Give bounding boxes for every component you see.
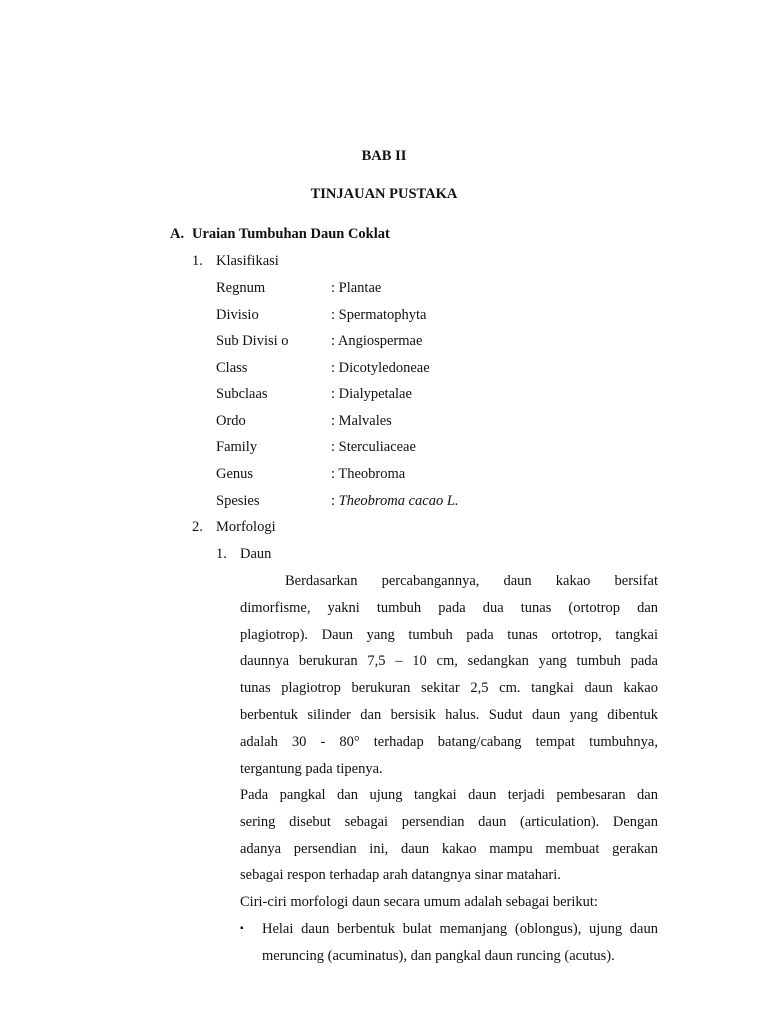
classification-value: : Plantae <box>331 280 382 296</box>
square-bullet-icon: ▪ <box>240 923 244 934</box>
classification-row <box>216 413 676 433</box>
bullet-line: meruncing (acuminatus), dan pangkal daun runcing (acutus). <box>262 947 615 964</box>
paragraph-line: Pada pangkal dan ujung tangkai daun terjadi pembesaran dan <box>240 787 658 803</box>
paragraph-line: adalah 30 - 80° terhadap batang/cabang tempat tumbuhnya, <box>240 733 658 750</box>
classification-row <box>216 360 676 380</box>
paragraph-characteristics-intro <box>240 889 658 916</box>
paragraph-line: dimorfisme, yakni tumbuh pada dua tunas (ortotrop dan <box>240 599 658 616</box>
paragraph-line: berbentuk silinder dan bersisik halus. Sudut daun yang dibentuk <box>240 706 658 723</box>
classification-key: Subclaas <box>216 386 268 402</box>
chapter-title: TINJAUAN PUSTAKA <box>310 186 458 202</box>
paragraph-line: daunnya berukuran 7,5 – 10 cm, sedangkan yang tumbuh pada <box>240 653 658 670</box>
paragraph-line: sebagai respon terhadap arah datangnya sinar matahari. <box>240 867 561 884</box>
classification-row <box>216 386 676 406</box>
classification-value: : Angiospermae <box>331 333 423 349</box>
klasifikasi-heading <box>192 253 279 270</box>
classification-value: : Sterculiaceae <box>331 439 416 455</box>
classification-key: Spesies <box>216 492 260 509</box>
classification-value: : Theobroma <box>331 466 406 482</box>
classification-row <box>216 466 676 486</box>
classification-key: Family <box>216 439 258 455</box>
classification-value: : Dicotyledoneae <box>331 359 430 376</box>
list-number: 1. <box>216 546 227 562</box>
classification-key: Genus <box>216 466 254 482</box>
list-title: Klasifikasi <box>216 253 279 269</box>
paragraph-line: tunas plagiotrop berukuran sekitar 2,5 cm. tangkai daun kakao <box>240 680 658 697</box>
classification-value: : Malvales <box>331 412 392 429</box>
paragraph-line: plagiotrop). Daun yang tumbuh pada tunas ortotrop, tangkai <box>240 626 658 643</box>
paragraph-articulation <box>240 782 658 889</box>
classification-row <box>216 333 676 353</box>
section-title: Uraian Tumbuhan Daun Coklat <box>192 226 390 242</box>
species-name: Theobroma cacao L. <box>338 492 459 509</box>
classification-row <box>216 439 676 459</box>
daun-heading <box>216 546 271 563</box>
bullet-text <box>262 916 658 970</box>
chapter-label: BAB II <box>361 148 407 164</box>
section-number: A. <box>170 226 185 242</box>
classification-row <box>216 307 676 327</box>
classification-value: : Dialypetalae <box>331 386 412 402</box>
paragraph-line: sering disebut sebagai persendian daun (articulation). Dengan <box>240 813 658 830</box>
bullet-line: Helai daun berbentuk bulat memanjang (oblongus), ujung daun <box>262 921 658 937</box>
morfologi-heading <box>192 519 276 536</box>
classification-value: : Spermatophyta <box>331 306 427 323</box>
classification-key: Ordo <box>216 412 246 429</box>
classification-value <box>331 493 459 510</box>
list-title: Morfologi <box>216 519 276 535</box>
list-title: Daun <box>240 546 272 562</box>
classification-key: Sub Divisi o <box>216 333 289 349</box>
classification-key: Regnum <box>216 280 266 296</box>
paragraph-line: tergantung pada tipenya. <box>240 760 383 777</box>
paragraph-line: adanya persendian ini, daun kakao mampu membuat gerakan <box>240 840 658 857</box>
list-number: 2. <box>192 519 203 535</box>
section-heading <box>170 226 390 243</box>
classification-key: Divisio <box>216 306 259 323</box>
classification-row <box>216 280 676 300</box>
classification-key: Class <box>216 359 248 376</box>
list-number: 1. <box>192 253 203 269</box>
paragraph-line: Berdasarkan percabangannya, daun kakao bersifat <box>285 573 658 589</box>
paragraph-line: Ciri-ciri morfologi daun secara umum adalah sebagai berikut: <box>240 894 598 910</box>
paragraph-leaf-branching <box>240 568 658 782</box>
classification-row <box>216 493 676 513</box>
species-prefix: : <box>331 492 339 509</box>
